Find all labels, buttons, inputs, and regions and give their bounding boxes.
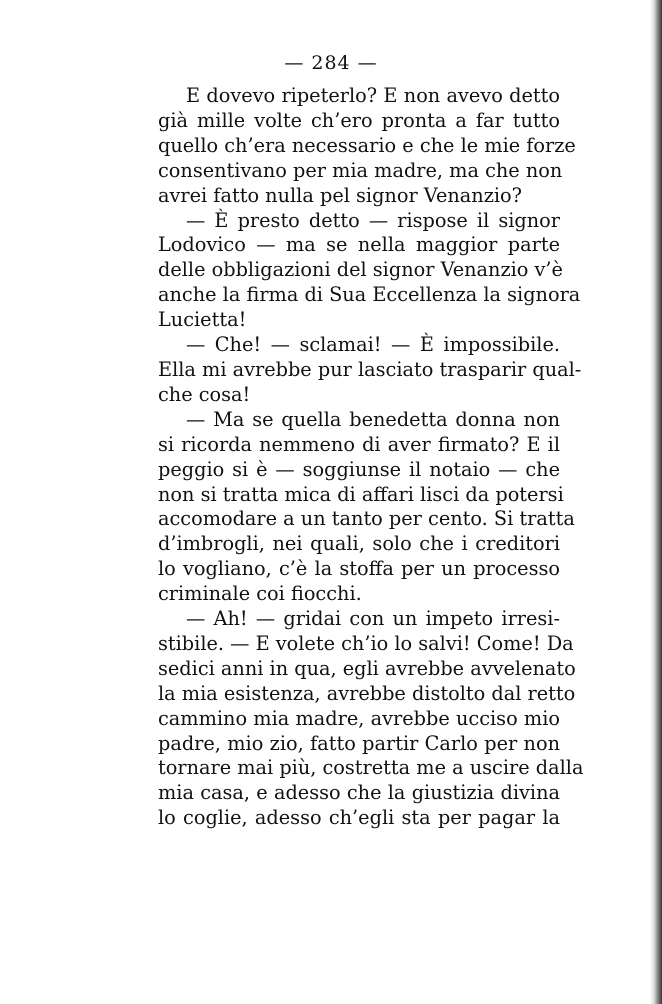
- text-line: consentivano per mia madre, ma che non: [158, 158, 563, 182]
- text-line: già mille volte ch’ero pronta a far tutto: [158, 108, 560, 132]
- text-line: Ella mi avrebbe pur lasciato trasparir qual-: [158, 357, 582, 381]
- text-line: — È presto detto — rispose il signor: [186, 208, 560, 232]
- text-line: che cosa!: [158, 382, 251, 406]
- text-line: delle obbligazioni del signor Venanzio v’è: [158, 258, 563, 282]
- text-line: accomodare a un tanto per cento. Si tratta: [158, 507, 575, 531]
- page-edge-shadow: [650, 0, 662, 1004]
- text-line: criminale coi fiocchi.: [158, 582, 362, 606]
- text-line: la mia esistenza, avrebbe distolto dal retto: [158, 681, 576, 705]
- text-line: padre, mio zio, fatto partir Carlo per non: [158, 731, 560, 755]
- text-line: — Ah! — gridai con un impeto irresi-: [186, 607, 560, 631]
- text-line: — Che! — sclamai! — È impossibile.: [186, 333, 560, 357]
- text-line: anche la firma di Sua Eccellenza la signora: [158, 283, 581, 307]
- text-line: lo coglie, adesso ch’egli sta per pagar la: [158, 806, 560, 830]
- page-number: — 284 —: [284, 52, 378, 74]
- text-line: tornare mai più, costretta me a uscire dalla: [158, 756, 584, 780]
- body-text: [158, 84, 584, 831]
- text-line: stibile. — E volete ch’io lo salvi! Come! Da: [158, 631, 574, 655]
- text-line: lo vogliano, c’è la stoffa per un processo: [158, 557, 560, 581]
- text-line: peggio si è — soggiunse il notaio — che: [158, 457, 560, 481]
- text-line: non si tratta mica di affari lisci da potersi: [158, 482, 564, 506]
- text-line: Lucietta!: [158, 308, 247, 332]
- text-line: sedici anni in qua, egli avrebbe avvelenato: [158, 656, 576, 680]
- text-line: si ricorda nemmeno di aver firmato? E il: [158, 432, 560, 456]
- text-line: quello ch’era necessario e che le mie forze: [158, 133, 576, 157]
- text-line: d’imbrogli, nei quali, solo che i creditori: [158, 532, 560, 556]
- text-line: Lodovico — ma se nella maggior parte: [158, 233, 560, 257]
- text-line: cammino mia madre, avrebbe ucciso mio: [158, 706, 560, 730]
- text-line: avrei fatto nulla pel signor Venanzio?: [158, 183, 522, 207]
- text-line: E dovevo ripeterlo? E non avevo detto: [186, 84, 560, 107]
- text-line: — Ma se quella benedetta donna non: [186, 407, 560, 431]
- text-line: mia casa, e adesso che la giustizia divina: [158, 781, 560, 805]
